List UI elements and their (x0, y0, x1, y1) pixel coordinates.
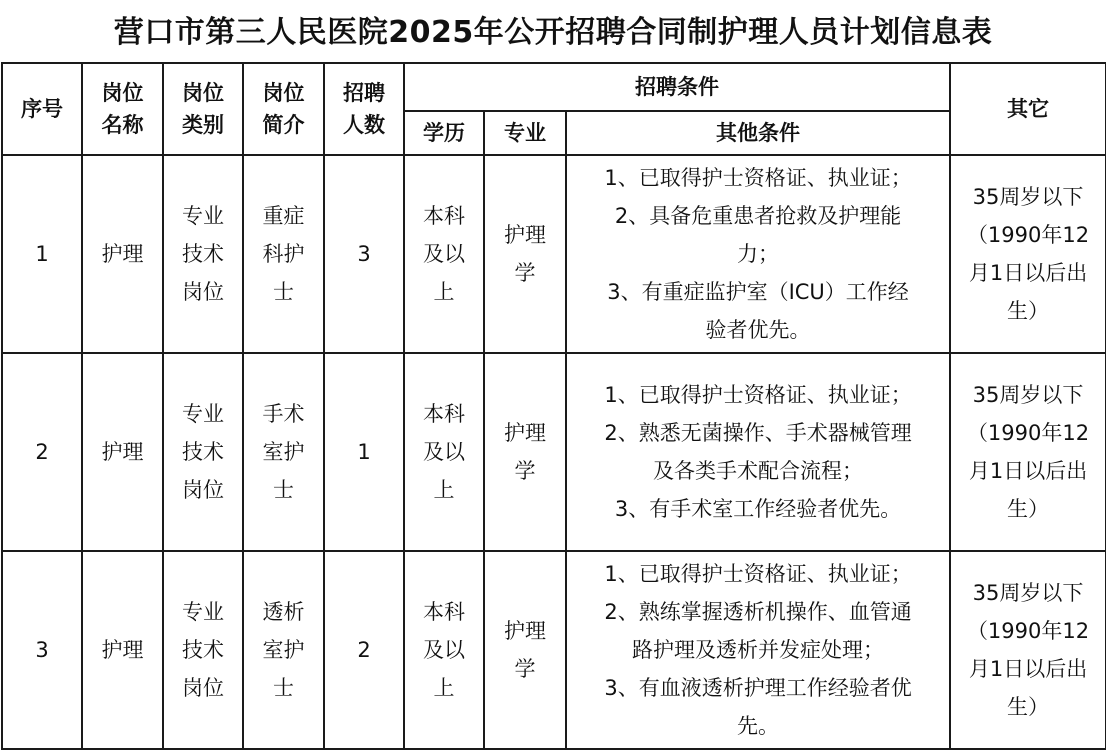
cell-position-type: 专业 技术 岗位 (163, 155, 243, 353)
cell-position-name: 护理 (82, 551, 163, 749)
header-headcount: 招聘 人数 (324, 63, 404, 155)
header-position-intro: 岗位 简介 (243, 63, 324, 155)
table-row (2, 353, 1106, 551)
header-other: 其它 (950, 63, 1106, 155)
header-position-name: 岗位 名称 (82, 63, 163, 155)
header-major: 专业 (484, 111, 566, 155)
cell-headcount: 3 (324, 155, 404, 353)
header-seq: 序号 (2, 63, 82, 155)
document-title: 营口市第三人民医院2025年公开招聘合同制护理人员计划信息表 (113, 15, 993, 50)
cell-major: 护理 学 (484, 551, 566, 749)
header-education: 学历 (404, 111, 484, 155)
cell-other: 35周岁以下 （1990年12 月1日以后出 生） (950, 353, 1106, 551)
cell-education: 本科 及以 上 (404, 155, 484, 353)
cell-education: 本科 及以 上 (404, 551, 484, 749)
cell-other-conditions: 1、已取得护士资格证、执业证； 2、熟练掌握透析机操作、血管通 路护理及透析并发症处理； 3、有血液透析护理工作经验者优 先。 (566, 551, 950, 749)
header-position-type: 岗位 类别 (163, 63, 243, 155)
cell-other: 35周岁以下 （1990年12 月1日以后出 生） (950, 551, 1106, 749)
cell-other-conditions: 1、已取得护士资格证、执业证； 2、具备危重患者抢救及护理能 力； 3、有重症监护室（ICU）工作经 验者优先。 (566, 155, 950, 353)
header-row (2, 63, 1106, 111)
header-other-conditions: 其他条件 (566, 111, 950, 155)
cell-seq: 1 (2, 155, 82, 353)
cell-education: 本科 及以 上 (404, 353, 484, 551)
cell-other: 35周岁以下 （1990年12 月1日以后出 生） (950, 155, 1106, 353)
cell-position-type: 专业 技术 岗位 (163, 353, 243, 551)
cell-seq: 3 (2, 551, 82, 749)
cell-position-name: 护理 (82, 155, 163, 353)
cell-position-type: 专业 技术 岗位 (163, 551, 243, 749)
table-row (2, 551, 1106, 749)
cell-position-intro: 手术 室护 士 (243, 353, 324, 551)
cell-position-name: 护理 (82, 353, 163, 551)
cell-position-intro: 重症 科护 士 (243, 155, 324, 353)
header-conditions: 招聘条件 (404, 63, 950, 111)
cell-position-intro: 透析 室护 士 (243, 551, 324, 749)
cell-other-conditions: 1、已取得护士资格证、执业证； 2、熟悉无菌操作、手术器械管理 及各类手术配合流程； 3、有手术室工作经验者优先。 (566, 353, 950, 551)
cell-headcount: 1 (324, 353, 404, 551)
cell-major: 护理 学 (484, 353, 566, 551)
recruitment-plan-table (1, 62, 1106, 750)
cell-major: 护理 学 (484, 155, 566, 353)
cell-seq: 2 (2, 353, 82, 551)
cell-headcount: 2 (324, 551, 404, 749)
table-row (2, 155, 1106, 353)
